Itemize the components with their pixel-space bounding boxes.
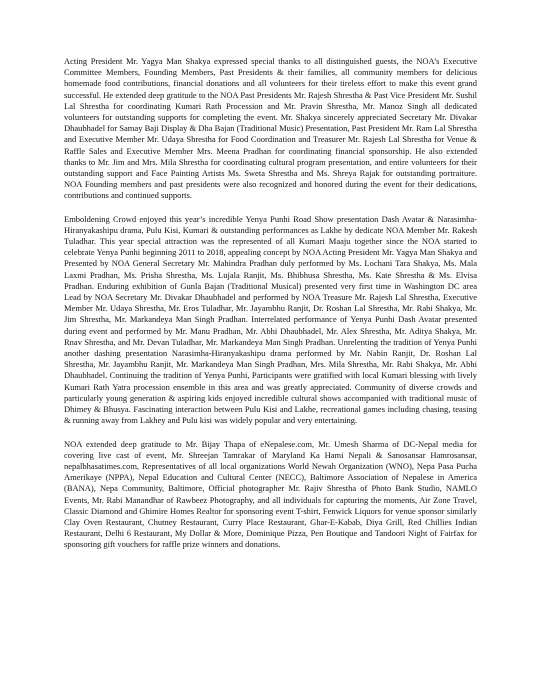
paragraph-media-sponsors: NOA extended deep gratitude to Mr. Bijay Thapa of eNepalese.com, Mr. Umesh Sharma of DC-Nepal media for covering live cast of event, Mr. Shreejan Tamrakar of Maryland Ka Hami Nepali & Sanosansar Hamrosansar, nepalbhasatimes.com, Representatives of all local organizations World Newah Organization (WNO), Nepa Pasa Pucha Amerikaye (NPPA), Nepal Education and Cultural Center (NECC), Baltimore Association of Nepalese in America (BANA), Nepa Community, Baltimore, Official photographer Mr. Rajiv Shrestha of Photo Bank Studio, NAMLO Events, Mr. Rabi Manandhar of Rawbeez Photography, and all individuals for capturing the moments, Air Zone Travel, Classic Diamond and Ghimire Homes Realtor for sponsoring event T-shirt, Fenwick Liquors for venue sponsor similarly Clay Oven Restaurant, Chutney Restaurant, Curry Place Restaurant, Ghar-E-Kabab, Diya Grill, Red Chillies Indian Restaurant, Delhi 6 Restaurant, My Dollar & More, Dominique Pizza, Pen Boutique and Tandoori Night of Fairfax for sponsoring gift vouchers for raffle prize winners and donations. [64, 438, 477, 550]
paragraph-acknowledgements: Acting President Mr. Yagya Man Shakya expressed special thanks to all distinguished guests, the NOA’s Executive Committee Members, Founding Members, Past Presidents & their families, all community members for delicious homemade food contributions, financial donations and all volunteers for their tireless effort to make this event grand successful. He extended deep gratitude to the NOA Past Presidents Mr. Rajesh Shrestha & Past Vice President Mr. Sushil Lal Shrestha for coordinating Kumari Rath Procession and Mr. Pravin Shrestha, Mr. Manoz Singh all dedicated volunteers for outstanding supports for completing the event. Mr. Shakya sincerely appreciated Secretary Mr. Divakar Dhaubhadel for Samay Baji Display & Dha Bajan (Traditional Music) Presentation, Past President Mr. Ram Lal Shrestha and Executive Member Mr. Udaya Shrestha for Food Coordination and Treasurer Mr. Rajesh Lal Shrestha for Venue & Raffle Sales and Executive Member Mrs. Meena Pradhan for coordinating financial sponsorship. He also extended thanks to Mr. Jim and Mrs. Mila Shrestha for coordinating cultural program presentation, and entire volunteers for their outstanding support and Face Painting Artists Ms. Sweta Shrestha and Ms. Shreya Rajak for outstanding portraiture. NOA Founding members and past presidents were also recognized and honored during the event for their dedications, contributions and continued supports. [64, 56, 477, 201]
paragraph-road-show: Emboldening Crowd enjoyed this year’s incredible Yenya Punhi Road Show presentation Dash Avatar & Narasimha-Hiranyakashipu drama, Pulu Kisi, Kumari & outstanding performances as Lakhe by dedicate NOA Member Mr. Rakesh Tuladhar. This year special attraction was the represented of all Kumari Maaju together since the NOA started to celebrate Yenya Punhi beginning 2011 to 2018, appealing concept by NOA Acting President Mr. Yagya Man Shakya and Presented by NOA General Secretary Mr. Mahindra Pradhan duly performed by Ms. Lochani Tara Shakya, Ms. Mala Laxmi Pradhan, Ms. Prisha Shrestha, Ms. Lujala Ranjit, Ms. Bhibhusa Shrestha, Ms. Kate Shrestha & Ms. Elvisa Pradhan. Enduring exhibition of Gunla Bajan (Traditional Musical) presented very first time in Washington DC area Lead by NOA Secretary Mr. Divakar Dhaubhadel and performed by NOA Treasure Mr. Rajesh Lal Shrestha, Executive Member Mr. Udaya Shrestha, Mr. Eros Tuladhar, Mr. Jayambhu Ranjit, Dr. Roshan Lal Shrestha, Mr. Rabi Shakya, Mr. Jim Shrestha, Mr. Markandeya Man Singh Pradhan. Interrelated performance of Yenya Punhi Dash Avatar presented during event and performed by Mr. Manu Pradhan, Mr. Abhi Dhaubhadel, Mr. Alex Shrestha, Mr. Aditya Shakya, Mr. Rnav Shrestha, and Mr. Devan Tuladhar, Mr. Markandeya Man Singh Pradhan. Unrelenting the tradition of Yenya Punhi another dashing presentation Narasimha-Hiranyakashipu drama performed by Mr. Nabin Ranjit, Dr. Roshan Lal Shrestha, Mr. Jayambhu Ranjit, Mr. Markandeya Man Singh Pradhan, Mrs. Mila Shrestha, Mr. Rabi Shakya, Mr. Abhi Dhaubhadel. Continuing the tradition of Yenya Punhi, Participants were gratified with local Kumari blessing with lively Kumari Rath Yatra procession ensemble in this area and was greatly appreciated. Community of diverse crowds and particularly young generation & aspiring kids enjoyed incredible cultural shows accompanied with traditional music of Dhimey & Bhusya. Fascinating interaction between Pulu Kisi and Lakhe, recreational games including chasing, teasing & running away from Lakhey and Pulu kisi was widely popular and very entertaining. [64, 213, 477, 426]
